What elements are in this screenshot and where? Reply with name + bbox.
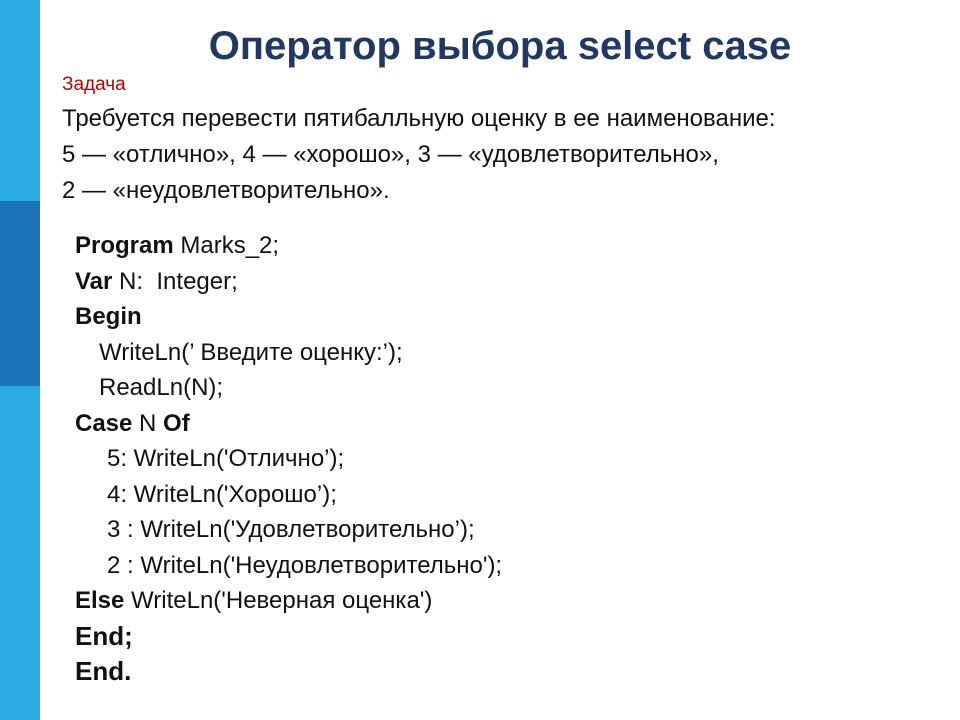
keyword-var: Var <box>75 267 113 295</box>
keyword-of: Of <box>163 409 190 437</box>
slide-title: Оператор выбора select case <box>208 24 792 68</box>
keyword-program: Program <box>75 232 174 259</box>
program-name: Marks_2; <box>173 232 280 259</box>
code-line-var <box>75 264 502 300</box>
code-line-program <box>75 228 502 264</box>
case-variable: N <box>132 409 164 437</box>
code-line-case <box>75 406 502 442</box>
code-line-case-3: 3 : WriteLn('Удовлетворительно’); <box>107 516 475 543</box>
task-label: Задача <box>62 74 126 95</box>
task-description <box>62 101 942 209</box>
code-line-case-5: 5: WriteLn('Отлично’); <box>107 445 345 472</box>
keyword-case: Case <box>75 409 133 437</box>
else-statement: WriteLn('Неверная оценка') <box>124 587 433 614</box>
task-line: 2 — «неудовлетворительно». <box>62 177 390 204</box>
keyword-begin: Begin <box>75 303 142 330</box>
keyword-end-case: End; <box>75 620 133 651</box>
keyword-end-program: End. <box>75 656 132 686</box>
code-line-begin <box>75 299 502 335</box>
task-line: 5 — «отлично», 4 — «хорошо», 3 — «удовлетворительно», <box>62 141 719 168</box>
task-line: Требуется перевести пятибалльную оценку в ее наименование: <box>62 105 776 132</box>
code-line-case-4: 4: WriteLn('Хорошо’); <box>107 480 337 508</box>
code-line-case-2: 2 : WriteLn('Неудовлетворительно'); <box>107 551 503 579</box>
side-bar-accent <box>0 201 40 386</box>
code-line-readln: ReadLn(N); <box>99 374 224 401</box>
code-line-end-case <box>75 619 502 655</box>
keyword-else: Else <box>75 587 125 614</box>
code-line-writeln-prompt: WriteLn(’ Введите оценку:’); <box>99 338 403 366</box>
code-listing <box>75 228 502 690</box>
var-declaration: N: Integer; <box>112 267 238 295</box>
code-line-end-program <box>75 654 502 690</box>
decorative-side-bar <box>0 0 40 720</box>
code-line-else <box>75 583 502 619</box>
